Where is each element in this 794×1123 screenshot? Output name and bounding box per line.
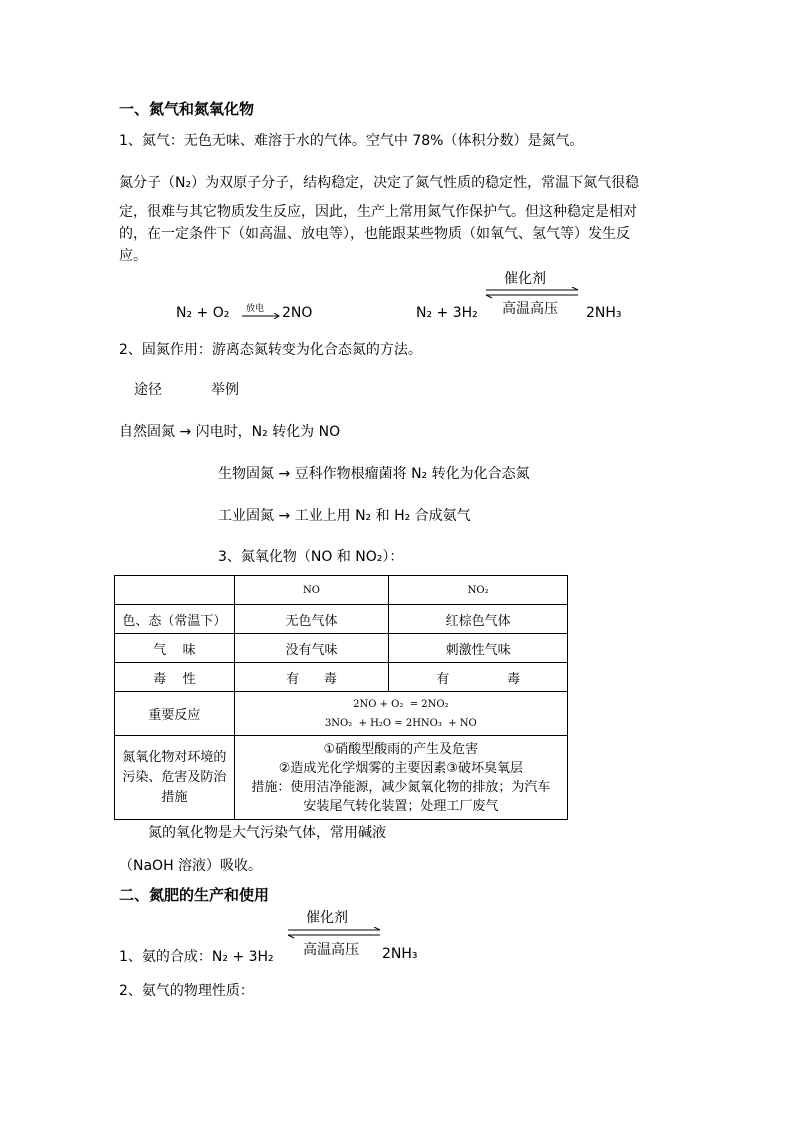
env-line-4: 安装尾气转化装置；处理工厂废气 <box>303 798 499 814</box>
reaction2-product: 2NH₃ <box>586 305 622 321</box>
row-label-smell: 气 味 <box>115 634 235 663</box>
nitrogen-fixation-def: 2、固氮作用：游离态氮转变为化合态氮的方法。 <box>119 342 422 358</box>
reaction2-condition-top: 催化剂 <box>504 271 546 287</box>
fixation-industrial: 工业固氮 → 工业上用 N₂ 和 H₂ 合成氨气 <box>218 508 471 524</box>
synthesis-condition-top: 催化剂 <box>306 910 348 926</box>
row-label-environment: 氮氧化物对环境的污染、危害及防治措施 <box>115 736 235 820</box>
reaction1-reactants: N₂ + O₂ <box>176 305 230 321</box>
para-line-4: 应。 <box>119 248 147 264</box>
ammonia-physical-properties: 2、氨气的物理性质： <box>119 983 254 999</box>
reaction1-product: 2NO <box>282 305 313 321</box>
synthesis-product: 2NH₃ <box>382 946 418 962</box>
cell-no-toxicity: 有 毒 <box>234 663 389 692</box>
nitrogen-intro: 1、氮气：无色无味、难溶于水的气体。空气中 78%（体积分数）是氮气。 <box>119 133 584 149</box>
row-label-state: 色、态（常温下） <box>115 605 235 634</box>
reaction1-condition: 放电 <box>246 304 265 314</box>
fixation-biological: 生物固氮 → 豆科作物根瘤菌将 N₂ 转化为化合态氮 <box>218 466 530 482</box>
column-way: 途径 <box>134 382 162 398</box>
header-no2: NO₂ <box>389 576 568 605</box>
nitrogen-oxides-table <box>114 575 568 820</box>
section1-heading: 一、氮气和氮氧化物 <box>119 100 255 118</box>
synthesis-reversible-arrow-icon <box>286 927 382 939</box>
env-line-2: ②造成光化学烟雾的主要因素③破坏臭氧层 <box>278 760 523 776</box>
table-corner <box>115 576 235 605</box>
column-example: 举例 <box>211 382 239 398</box>
reaction2-reactants: N₂ + 3H₂ <box>416 305 478 321</box>
para-line-3: 的，在一定条件下（如高温、放电等），也能跟某些物质（如氧气、氢气等）发生反 <box>119 226 630 242</box>
reaction2-condition-bottom: 高温高压 <box>502 301 558 317</box>
reaction-line-1: 2NO + O₂ = 2NO₂ <box>353 698 449 710</box>
para-line-1: 氮分子（N₂）为双原子分子，结构稳定，决定了氮气性质的稳定性，常温下氮气很稳 <box>119 175 640 191</box>
synthesis-condition-bottom: 高温高压 <box>303 942 359 958</box>
cell-no-smell: 没有气味 <box>234 634 389 663</box>
row-label-reactions: 重要反应 <box>115 692 235 736</box>
ammonia-synthesis: 1、氨的合成：N₂ + 3H₂ <box>119 949 274 965</box>
reaction1-arrow-icon <box>242 313 282 319</box>
cell-no2-toxicity: 有 毒 <box>389 663 568 692</box>
fixation-natural: 自然固氮 → 闪电时，N₂ 转化为 NO <box>119 424 341 440</box>
absorption-line-1: 氮的氧化物是大气污染气体，常用碱液 <box>148 825 386 841</box>
cell-reactions <box>234 692 567 736</box>
header-no: NO <box>234 576 389 605</box>
cell-no2-state: 红棕色气体 <box>389 605 568 634</box>
env-line-1: ①硝酸型酸雨的产生及危害 <box>323 741 479 757</box>
para-line-2: 定，很难与其它物质发生反应，因此，生产上常用氮气作保护气。但这种稳定是相对 <box>119 204 637 220</box>
reaction-line-2: 3NO₂ + H₂O = 2HNO₃ + NO <box>324 717 477 729</box>
row-label-toxicity: 毒 性 <box>115 663 235 692</box>
cell-environment <box>234 736 567 820</box>
section2-heading: 二、氮肥的生产和使用 <box>119 886 270 904</box>
env-line-3: 措施：使用洁净能源，减少氮氧化物的排放；为汽车 <box>251 779 551 795</box>
absorption-line-2: （NaOH 溶液）吸收。 <box>119 858 263 874</box>
nitrogen-oxides-heading: 3、氮氧化物（NO 和 NO₂）： <box>218 549 404 565</box>
cell-no2-smell: 刺激性气味 <box>389 634 568 663</box>
cell-no-state: 无色气体 <box>234 605 389 634</box>
